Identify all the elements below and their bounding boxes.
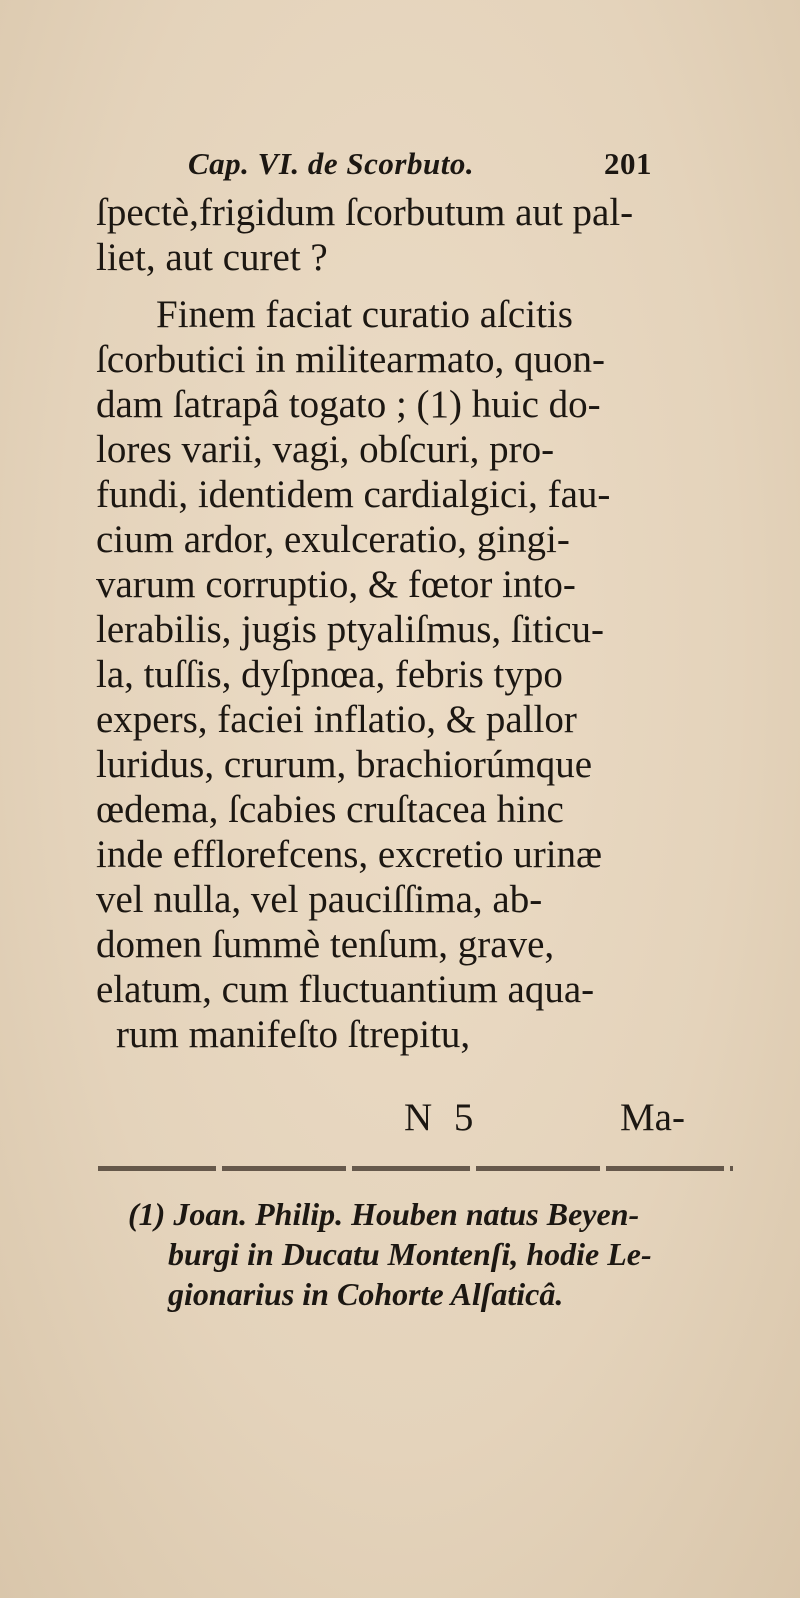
text-line: dam ſatrapâ togato ; (1) huic do-: [96, 383, 601, 426]
footnote: [128, 1194, 748, 1314]
text-line: Finem faciat curatio aſcitis: [156, 293, 573, 336]
text-line: la, tuſſis, dyſpnœa, febris typo: [96, 653, 563, 696]
text-line: elatum, cum fluctuantium aqua-: [96, 968, 595, 1011]
text-line: liet, aut curet ?: [96, 236, 328, 279]
text-line: luridus, crurum, brachiorúmque: [96, 743, 593, 786]
text-line: ſpectè,frigidum ſcorbutum aut pal-: [96, 191, 634, 234]
text-line: vel nulla, vel pauciſſima, ab-: [96, 878, 543, 921]
footnote-line: burgi in Ducatu Montenſi, hodie Le-: [168, 1236, 652, 1272]
text-line: domen ſummè tenſum, grave,: [96, 923, 555, 966]
footnote-line: (1) Joan. Philip. Houben natus Beyen-: [128, 1196, 640, 1232]
page-header: [188, 146, 748, 186]
paragraph-gap: [96, 280, 716, 292]
text-line: varum corruptio, & fœtor into-: [96, 563, 576, 606]
text-line: fundi, identidem cardialgici, fau-: [96, 473, 611, 516]
catchword: Ma-: [620, 1096, 685, 1139]
page-number: 201: [604, 146, 652, 181]
text-line: rum manifeſto ſtrepitu,: [116, 1013, 471, 1056]
text-line: inde efflorefcens, excretio urinæ: [96, 833, 603, 876]
text-line: ſcorbutici in militearmato, quon-: [96, 338, 606, 381]
text-line: œdema, ſcabies cruſtacea hinc: [96, 788, 564, 831]
main-text: [96, 190, 716, 1057]
text-line: cium ardor, exulceratio, gingi-: [96, 518, 570, 561]
text-line: expers, faciei inflatio, & pallor: [96, 698, 577, 741]
running-title: Cap. VI. de Scorbuto.: [188, 146, 475, 181]
signature-line: [96, 1095, 716, 1140]
text-line: lores varii, vagi, obſcuri, pro-: [96, 428, 555, 471]
text-line: lerabilis, jugis ptyaliſmus, ſiticu-: [96, 608, 605, 651]
footnote-rule: [98, 1166, 733, 1171]
footnote-line: gionarius in Cohorte Alſaticâ.: [168, 1276, 564, 1312]
signature-mark: N 5: [404, 1096, 480, 1139]
